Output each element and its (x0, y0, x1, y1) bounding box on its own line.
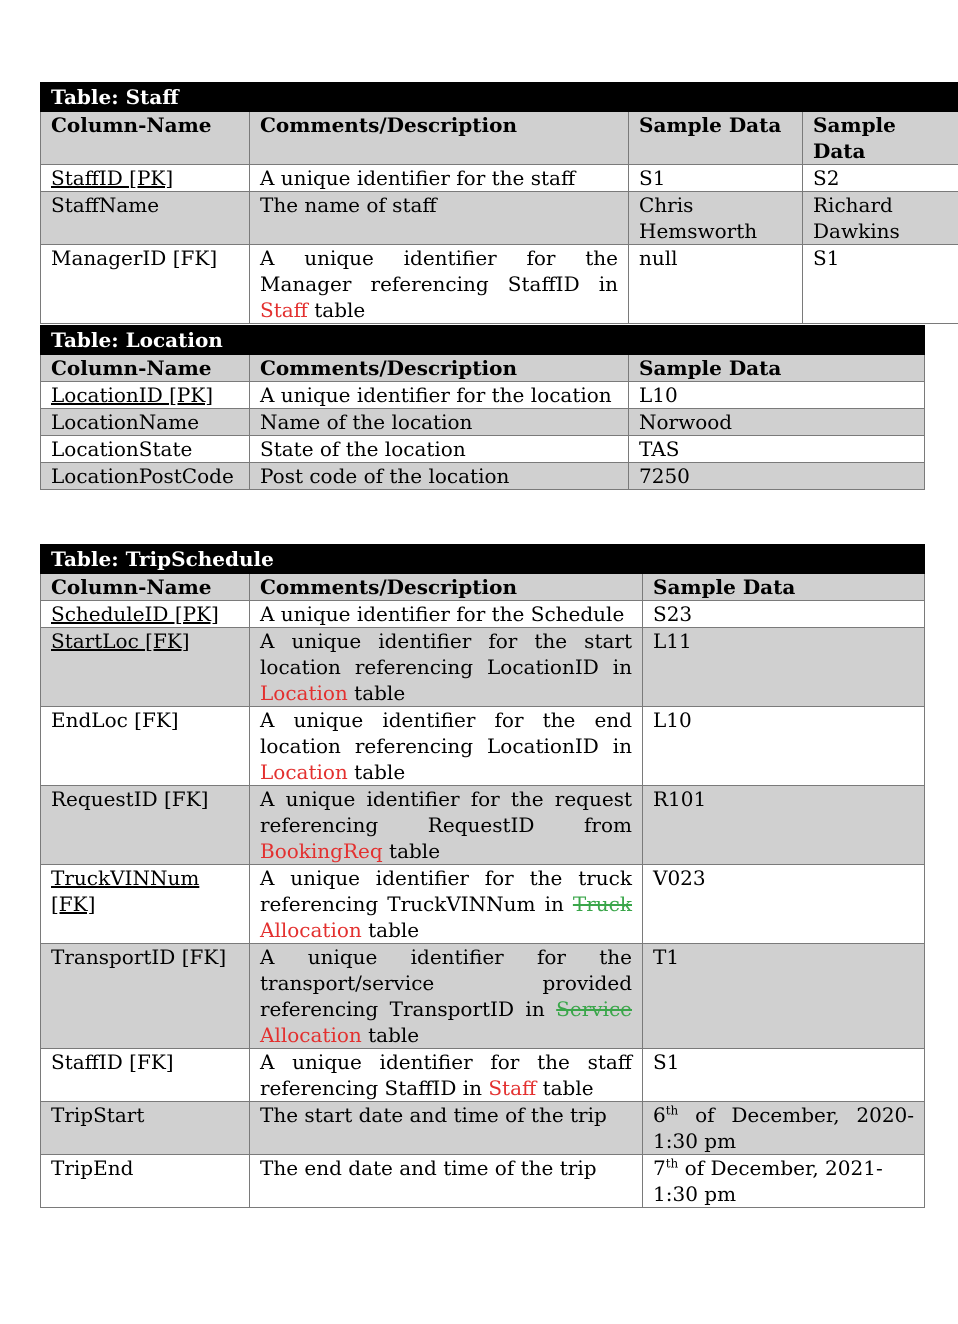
description-suffix: table (542, 1076, 594, 1100)
description-suffix: table (368, 1023, 420, 1047)
table-row (41, 1102, 925, 1155)
table-reference: Location (260, 760, 348, 784)
description-cell: Post code of the location (250, 463, 629, 490)
date-rest: of December, 2020-1:30 pm (653, 1103, 915, 1153)
column-name-cell: TruckVINNum [FK] (51, 866, 200, 916)
sample-cell (643, 1155, 925, 1208)
sample-cell: 7250 (629, 463, 925, 490)
column-header: Column-Name (41, 574, 250, 601)
description-cell (250, 1049, 643, 1102)
description-cell: A unique identifier for the Schedule (250, 601, 643, 628)
description-cell (250, 628, 643, 707)
sample-cell: Norwood (629, 409, 925, 436)
description-cell (250, 245, 629, 324)
sample-cell: V023 (643, 865, 925, 944)
column-name-cell: StaffID [PK] (51, 166, 174, 190)
description-suffix: table (368, 918, 420, 942)
table-row (41, 409, 925, 436)
description-suffix: table (354, 681, 406, 705)
column-name-cell: StaffName (41, 192, 250, 245)
column-name-cell: TripEnd (41, 1155, 250, 1208)
description-cell (250, 707, 643, 786)
table-row (41, 707, 925, 786)
column-name-cell: EndLoc [FK] (41, 707, 250, 786)
sample-cell: S1 (803, 245, 958, 324)
column-header: Comments/Description (250, 355, 629, 382)
sample-cell: null (629, 245, 803, 324)
sample-cell: L10 (643, 707, 925, 786)
sample-cell: TAS (629, 436, 925, 463)
description-cell (250, 865, 643, 944)
table-row (41, 463, 925, 490)
column-name-cell: LocationState (41, 436, 250, 463)
description-text: A unique identifier for the transport/service provided referencing TransportID in (260, 945, 632, 1021)
date-rest: of December, 2021-1:30 pm (653, 1156, 883, 1206)
sample-cell: T1 (643, 944, 925, 1049)
table-reference: Location (260, 681, 348, 705)
table-row (41, 1155, 925, 1208)
date-day: 6 (653, 1103, 666, 1127)
table-reference: Allocation (260, 1023, 362, 1047)
table-row (41, 601, 925, 628)
sample-cell: S1 (643, 1049, 925, 1102)
column-name-cell: LocationID [PK] (51, 383, 214, 407)
table-reference: BookingReq (260, 839, 383, 863)
table-row (41, 192, 958, 245)
description-text: A unique identifier for the start location referencing LocationID in (260, 629, 632, 679)
description-suffix: table (314, 298, 366, 322)
location-table (40, 325, 925, 490)
column-name-cell: StartLoc [FK] (51, 629, 190, 653)
table-row (41, 245, 958, 324)
table-reference: Staff (260, 298, 308, 322)
struck-text: Truck (572, 892, 632, 916)
date-ordinal: th (665, 1156, 679, 1171)
date-ordinal: th (665, 1103, 679, 1118)
sample-cell: S1 (629, 165, 803, 192)
table-row (41, 628, 925, 707)
date-day: 7 (653, 1156, 666, 1180)
description-cell: The start date and time of the trip (250, 1102, 643, 1155)
column-header: Column-Name (41, 112, 250, 165)
trip-table-title: Table: TripSchedule (41, 545, 925, 574)
sample-cell: L10 (629, 382, 925, 409)
sample-cell (643, 1102, 925, 1155)
description-cell: A unique identifier for the location (250, 382, 629, 409)
column-header: Sample Data (629, 355, 925, 382)
table-row (41, 1049, 925, 1102)
description-suffix: table (354, 760, 406, 784)
table-row (41, 436, 925, 463)
column-header: Sample Data (643, 574, 925, 601)
staff-table-title: Table: Staff (41, 83, 958, 112)
table-row (41, 382, 925, 409)
description-suffix: table (389, 839, 441, 863)
column-name-cell: ScheduleID [PK] (51, 602, 219, 626)
struck-text: Service (556, 997, 633, 1021)
description-text: A unique identifier for the truck referencing TruckVINNum in (260, 866, 632, 916)
description-text: A unique identifier for the request referencing RequestID from (260, 787, 632, 837)
column-name-cell: LocationPostCode (41, 463, 250, 490)
column-name-cell: TransportID [FK] (41, 944, 250, 1049)
description-cell (250, 786, 643, 865)
table-row (41, 865, 925, 944)
description-text: A unique identifier for the staff referencing StaffID in (260, 1050, 632, 1100)
sample-cell: S2 (803, 165, 958, 192)
description-cell: The name of staff (250, 192, 629, 245)
trip-schedule-table (40, 544, 925, 1208)
column-header: Comments/Description (250, 112, 629, 165)
column-name-cell: ManagerID [FK] (41, 245, 250, 324)
sample-cell: Chris Hemsworth (629, 192, 803, 245)
table-reference: Staff (488, 1076, 537, 1100)
description-text: A unique identifier for the end location referencing LocationID in (260, 708, 632, 758)
column-header: Sample Data (803, 112, 958, 165)
table-row (41, 165, 958, 192)
table-row (41, 944, 925, 1049)
column-header: Comments/Description (250, 574, 643, 601)
staff-table (40, 82, 958, 324)
sample-cell: R101 (643, 786, 925, 865)
column-name-cell: LocationName (41, 409, 250, 436)
description-cell: State of the location (250, 436, 629, 463)
sample-cell: S23 (643, 601, 925, 628)
sample-cell: Richard Dawkins (803, 192, 958, 245)
column-name-cell: RequestID [FK] (41, 786, 250, 865)
description-cell: Name of the location (250, 409, 629, 436)
description-text: A unique identifier for the Manager referencing StaffID in (260, 246, 618, 296)
table-row (41, 786, 925, 865)
description-cell: A unique identifier for the staff (250, 165, 629, 192)
description-cell: The end date and time of the trip (250, 1155, 643, 1208)
table-reference: Allocation (260, 918, 362, 942)
column-name-cell: TripStart (41, 1102, 250, 1155)
location-table-title: Table: Location (41, 326, 925, 355)
column-header: Column-Name (41, 355, 250, 382)
sample-cell: L11 (643, 628, 925, 707)
column-header: Sample Data (629, 112, 803, 165)
description-cell (250, 944, 643, 1049)
column-name-cell: StaffID [FK] (41, 1049, 250, 1102)
